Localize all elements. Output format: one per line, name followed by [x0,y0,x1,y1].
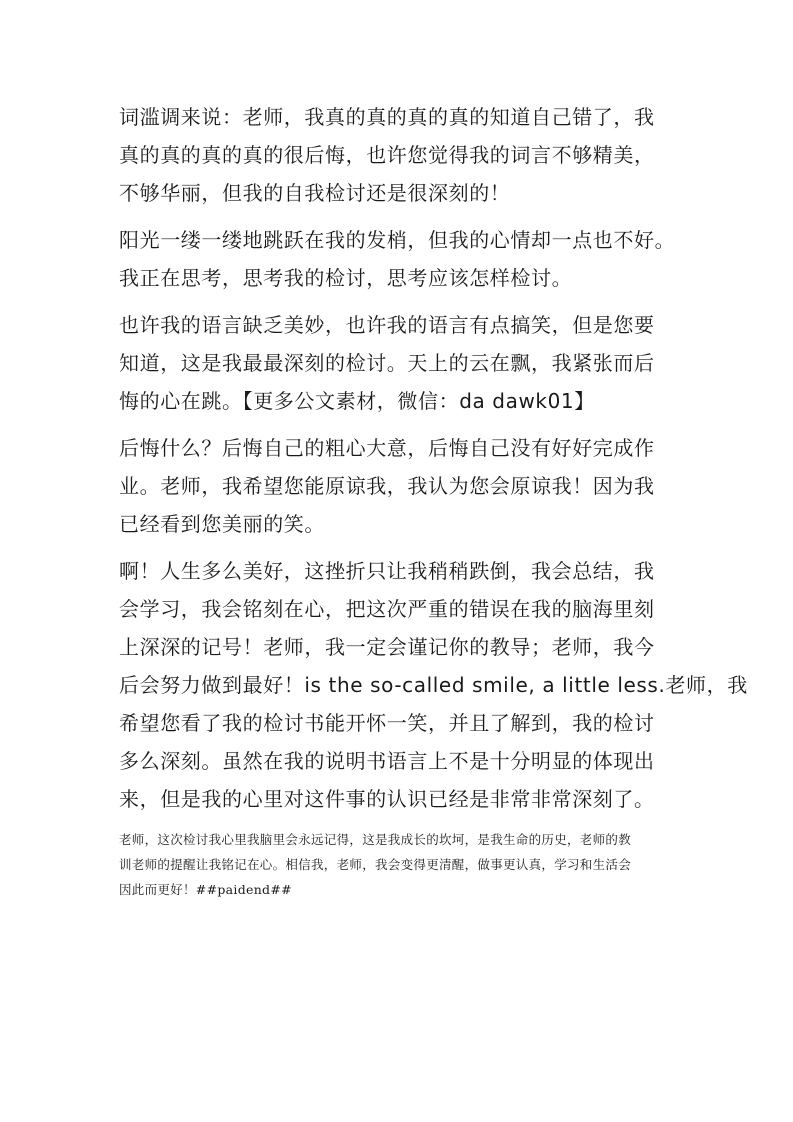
text-line: 业。老师，我希望您能原谅我，我认为您会原谅我！因为我 [119,474,655,498]
closing-paragraph [119,827,679,902]
text-line: 悔的心在跳。【更多公文素材，微信：da dawk01】 [119,389,595,413]
text-line: 上深深的记号！老师，我一定会谨记你的教导；老师，我今 [119,635,655,659]
text-line: 啊！人生多么美好，这挫折只让我稍稍跌倒，我会总结，我 [119,559,655,583]
text-line: 词滥调来说：老师，我真的真的真的真的知道自己错了，我 [119,105,655,129]
text-line: 训老师的提醒让我铭记在心。相信我，老师，我会变得更清醒，做事更认真，学习和生活会 [119,857,632,872]
text-line: 老师，这次检讨我心里我脑里会永远记得，这是我成长的坎坷，是我生命的历史，老师的教 [119,832,632,847]
text-line: 也许我的语言缺乏美妙，也许我的语言有点搞笑，但是您要 [119,313,655,337]
text-line: 希望您看了我的检讨书能开怀一笑，并且了解到，我的检讨 [119,711,655,735]
text-line: 不够华丽，但我的自我检讨还是很深刻的！ [119,181,511,205]
paragraph-3 [119,306,679,420]
text-line: 知道，这是我最最深刻的检讨。天上的云在飘，我紧张而后 [119,351,655,375]
paragraph-4 [119,429,679,543]
paragraph-2 [119,221,679,297]
document-body [119,98,748,902]
text-line: 已经看到您美丽的笑。 [119,512,325,536]
paragraph-5 [119,552,748,818]
text-line: 会学习，我会铭刻在心，把这次严重的错误在我的脑海里刻 [119,597,655,621]
text-line: 我正在思考，思考我的检讨，思考应该怎样检讨。 [119,266,573,290]
text-line: 来，但是我的心里对这件事的认识已经是非常非常深刻了。 [119,787,655,811]
text-line: 阳光一缕一缕地跳跃在我的发梢，但我的心情却一点也不好。 [119,228,676,252]
text-line: 多么深刻。虽然在我的说明书语言上不是十分明显的体现出 [119,749,655,773]
text-line: 因此而更好！##paidend## [119,882,292,897]
text-line: 真的真的真的真的很后悔，也许您觉得我的词言不够精美， [119,143,655,167]
text-line: 后会努力做到最好！is the so-called smile, a little less.老师，我 [119,673,748,697]
paragraph-1 [119,98,679,212]
text-line: 后悔什么？后悔自己的粗心大意，后悔自己没有好好完成作 [119,436,655,460]
